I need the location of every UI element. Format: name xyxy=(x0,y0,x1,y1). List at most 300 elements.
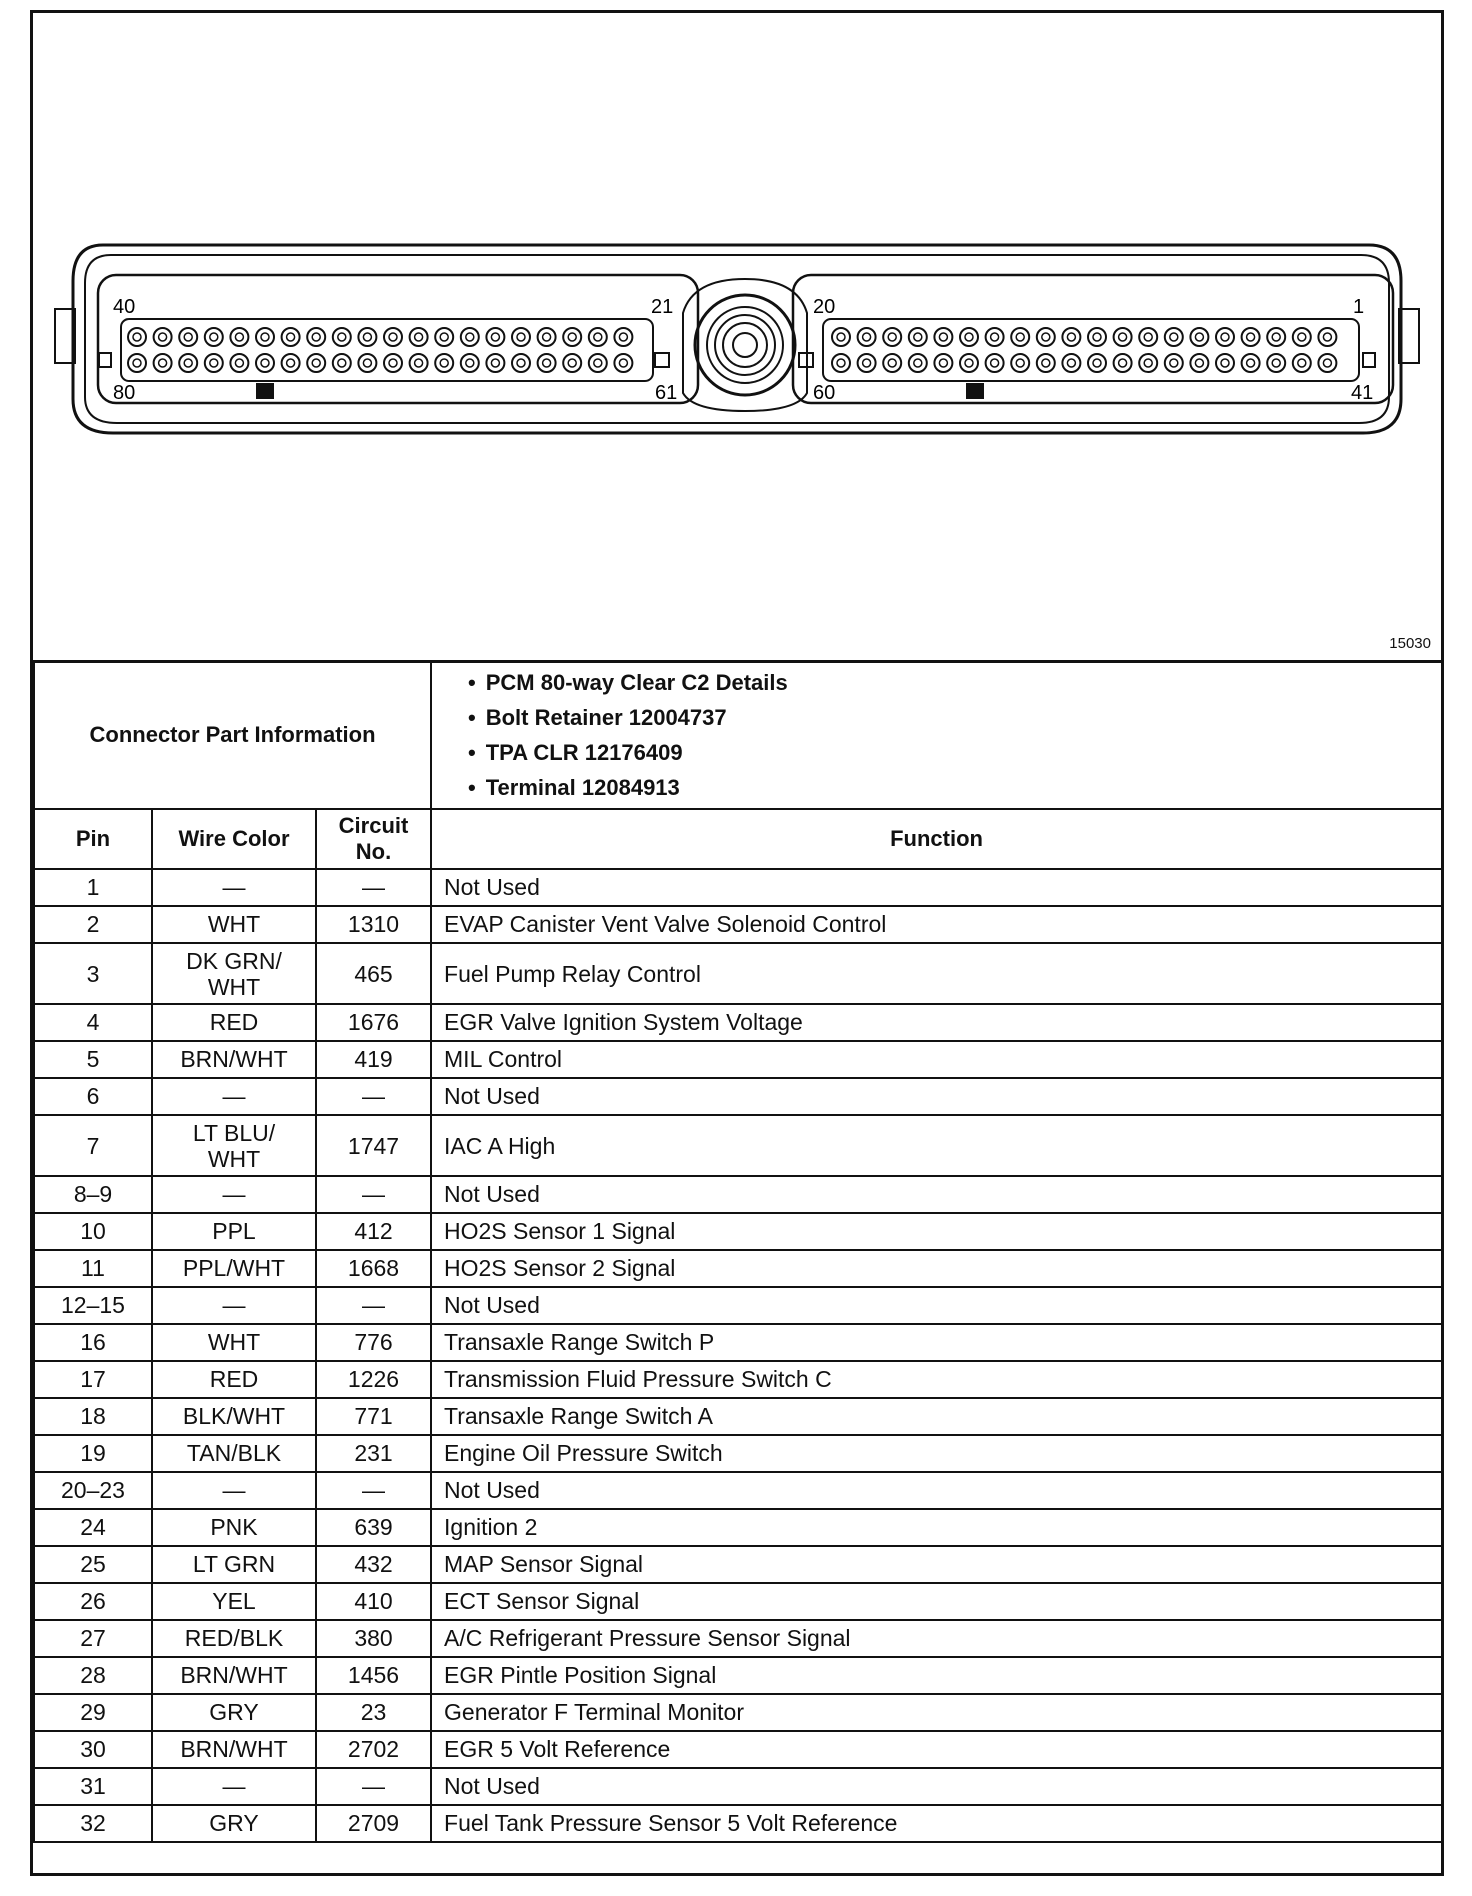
table-row xyxy=(34,1657,1442,1694)
pin-cavity xyxy=(358,354,376,372)
pin-cavity xyxy=(512,354,530,372)
pin-cavity xyxy=(614,328,632,346)
pin-terminal xyxy=(466,333,474,341)
wire-color-cell xyxy=(152,1398,316,1435)
pin-terminal xyxy=(1298,359,1306,367)
pin-cavity xyxy=(858,328,876,346)
pin-cell: 26 xyxy=(34,1583,152,1620)
wire-color-text: PPL xyxy=(212,1218,256,1244)
wire-color-text: BRN/WHT xyxy=(180,1662,288,1688)
pin-cavity xyxy=(1088,354,1106,372)
wire-color-cell xyxy=(152,1583,316,1620)
pin-cavity xyxy=(1062,354,1080,372)
table-row xyxy=(34,1694,1442,1731)
wire-color-text: RED/BLK xyxy=(184,1625,284,1651)
pin-terminal xyxy=(863,333,871,341)
function-cell: HO2S Sensor 1 Signal xyxy=(431,1213,1442,1250)
pin-terminal xyxy=(888,359,896,367)
table-row xyxy=(34,1731,1442,1768)
function-cell: EGR Pintle Position Signal xyxy=(431,1657,1442,1694)
circuit-cell: — xyxy=(316,1472,431,1509)
wire-color-text: YEL xyxy=(212,1588,256,1614)
circuit-cell: — xyxy=(316,1768,431,1805)
connector-info-row xyxy=(34,661,1442,809)
circuit-cell: — xyxy=(316,1078,431,1115)
wire-color-text: RED xyxy=(209,1366,259,1392)
pin-cavity xyxy=(410,354,428,372)
pin-terminal xyxy=(1195,333,1203,341)
wire-color-cell xyxy=(152,1250,316,1287)
pin-terminal xyxy=(1323,359,1331,367)
pin-cavity xyxy=(128,354,146,372)
circuit-cell: 380 xyxy=(316,1620,431,1657)
circuit-cell: 2709 xyxy=(316,1805,431,1842)
pin-cavity xyxy=(1165,328,1183,346)
pin-label-61: 61 xyxy=(655,382,678,404)
pin-terminal xyxy=(491,359,499,367)
pin-terminal xyxy=(287,333,295,341)
pin-label-80: 80 xyxy=(113,382,136,404)
pin-cavity xyxy=(832,328,850,346)
circuit-cell: 23 xyxy=(316,1694,431,1731)
circuit-header-line1: Circuit xyxy=(338,813,409,838)
pin-label-20: 20 xyxy=(813,296,836,318)
pin-label-41: 41 xyxy=(1351,382,1374,404)
function-cell: IAC A High xyxy=(431,1115,1442,1176)
function-cell: HO2S Sensor 2 Signal xyxy=(431,1250,1442,1287)
pin-terminal xyxy=(619,359,627,367)
pin-terminal xyxy=(1272,359,1280,367)
table-header-row xyxy=(34,809,1442,869)
pin-cavity xyxy=(179,354,197,372)
pin-cavity xyxy=(486,354,504,372)
wire-color-cell xyxy=(152,1004,316,1041)
pin-cavity xyxy=(563,354,581,372)
bolt-ring xyxy=(707,307,783,383)
pin-terminal xyxy=(1119,333,1127,341)
function-cell: Not Used xyxy=(431,1176,1442,1213)
table-row xyxy=(34,1078,1442,1115)
pin-terminal xyxy=(863,359,871,367)
table-row xyxy=(34,1115,1442,1176)
pin-cell: 6 xyxy=(34,1078,152,1115)
pin-cavity xyxy=(1139,354,1157,372)
wire-color-text: BRN/WHT xyxy=(180,1736,288,1762)
table-row xyxy=(34,1805,1442,1842)
bolt-boss xyxy=(683,279,807,411)
wire-color-text: — xyxy=(222,1773,246,1799)
pin-terminal xyxy=(1221,359,1229,367)
pin-terminal xyxy=(1042,359,1050,367)
table-row xyxy=(34,943,1442,1004)
pin-terminal xyxy=(619,333,627,341)
pin-terminal xyxy=(543,359,551,367)
wire-color-cell xyxy=(152,1324,316,1361)
document-frame xyxy=(30,10,1444,1876)
wire-color-cell xyxy=(152,1620,316,1657)
function-cell: Generator F Terminal Monitor xyxy=(431,1694,1442,1731)
table-row xyxy=(34,1546,1442,1583)
pin-cell: 11 xyxy=(34,1250,152,1287)
pin-terminal xyxy=(312,359,320,367)
wire-color-cell xyxy=(152,1361,316,1398)
pin-cavity xyxy=(384,328,402,346)
wire-color-text: LT BLU/ xyxy=(192,1119,276,1146)
wire-color-cell xyxy=(152,906,316,943)
pin-cavity xyxy=(589,354,607,372)
pin-terminal xyxy=(415,359,423,367)
pin-header: Pin xyxy=(34,809,152,869)
pin-terminal xyxy=(210,333,218,341)
pin-cavity xyxy=(1267,328,1285,346)
pin-cavity xyxy=(960,354,978,372)
wire-color-cell xyxy=(152,1213,316,1250)
pin-label-40: 40 xyxy=(113,296,136,318)
pin-cavity xyxy=(461,354,479,372)
table-row xyxy=(34,1213,1442,1250)
pin-cavity xyxy=(282,328,300,346)
pin-label-21: 21 xyxy=(651,296,674,318)
pin-cavity xyxy=(1011,328,1029,346)
function-cell: Fuel Pump Relay Control xyxy=(431,943,1442,1004)
pin-cavity xyxy=(538,328,556,346)
pin-cavity xyxy=(512,328,530,346)
connector-housing-outline xyxy=(73,245,1401,433)
pin-cell: 16 xyxy=(34,1324,152,1361)
pin-terminal xyxy=(159,359,167,367)
pin-cavity xyxy=(256,354,274,372)
wire-color-cell xyxy=(152,1546,316,1583)
pin-cell: 4 xyxy=(34,1004,152,1041)
wire-color-text: WHT xyxy=(207,911,261,937)
polarity-mark xyxy=(966,383,984,399)
wire-color-cell xyxy=(152,1509,316,1546)
wire-color-cell xyxy=(152,943,316,1004)
pin-cavity xyxy=(909,328,927,346)
pin-cell: 1 xyxy=(34,869,152,906)
key-square xyxy=(655,353,669,367)
wire-color-text: BLK/WHT xyxy=(182,1403,286,1429)
pin-terminal xyxy=(939,333,947,341)
table-row xyxy=(34,1004,1442,1041)
pin-terminal xyxy=(1247,359,1255,367)
pin-terminal xyxy=(1093,359,1101,367)
pin-cavity xyxy=(1062,328,1080,346)
pin-cell: 28 xyxy=(34,1657,152,1694)
pin-cell: 17 xyxy=(34,1361,152,1398)
table-row xyxy=(34,869,1442,906)
pin-terminal xyxy=(184,359,192,367)
wire-color-text: DK GRN/ xyxy=(186,947,282,974)
pin-terminal xyxy=(991,333,999,341)
circuit-cell: 639 xyxy=(316,1509,431,1546)
pin-label-60: 60 xyxy=(813,382,836,404)
table-row xyxy=(34,1583,1442,1620)
key-square xyxy=(99,353,111,367)
pin-cavity xyxy=(1114,328,1132,346)
wire-color-text: PNK xyxy=(210,1514,258,1540)
pin-terminal xyxy=(991,359,999,367)
pin-terminal xyxy=(440,333,448,341)
pin-cavity xyxy=(1267,354,1285,372)
table-row xyxy=(34,1620,1442,1657)
connector-face-drawing xyxy=(33,13,1441,663)
pin-terminal xyxy=(235,359,243,367)
pin-terminal xyxy=(1016,359,1024,367)
function-cell: MIL Control xyxy=(431,1041,1442,1078)
connector-info-label: Connector Part Information xyxy=(34,661,431,809)
pin-terminal xyxy=(312,333,320,341)
wire-color-text: — xyxy=(222,1477,246,1503)
pin-terminal xyxy=(594,333,602,341)
pin-cavity xyxy=(1037,328,1055,346)
pin-cavity xyxy=(1139,328,1157,346)
pin-terminal xyxy=(466,359,474,367)
bolt-ring xyxy=(723,323,767,367)
function-cell: Transmission Fluid Pressure Switch C xyxy=(431,1361,1442,1398)
wire-color-text: LT GRN xyxy=(192,1551,276,1577)
pin-terminal xyxy=(939,359,947,367)
pin-terminal xyxy=(133,333,141,341)
circuit-cell: 410 xyxy=(316,1583,431,1620)
function-cell: Not Used xyxy=(431,1287,1442,1324)
pin-cavity xyxy=(1242,354,1260,372)
pin-cavity xyxy=(1293,328,1311,346)
pin-terminal xyxy=(965,333,973,341)
connector-info-item: • TPA CLR 12176409 xyxy=(468,735,1441,770)
pin-cavity xyxy=(1216,354,1234,372)
wire-color-text: WHT xyxy=(207,973,261,1000)
pin-cell: 12–15 xyxy=(34,1287,152,1324)
wire-color-text: GRY xyxy=(209,1699,259,1725)
table-row xyxy=(34,1176,1442,1213)
connector-info-item: • Terminal 12084913 xyxy=(468,770,1441,805)
circuit-cell: 231 xyxy=(316,1435,431,1472)
pin-cavity xyxy=(230,328,248,346)
pin-terminal xyxy=(517,333,525,341)
pin-terminal xyxy=(287,359,295,367)
pin-cell: 27 xyxy=(34,1620,152,1657)
table-row xyxy=(34,1287,1442,1324)
circuit-cell: — xyxy=(316,1287,431,1324)
pin-cavity xyxy=(256,328,274,346)
table-row xyxy=(34,1250,1442,1287)
pin-cavity xyxy=(538,354,556,372)
function-cell: EGR Valve Ignition System Voltage xyxy=(431,1004,1442,1041)
pin-terminal xyxy=(261,333,269,341)
pin-cavity xyxy=(435,328,453,346)
pin-terminal xyxy=(1272,333,1280,341)
pin-cavity xyxy=(883,328,901,346)
pin-cell: 29 xyxy=(34,1694,152,1731)
pin-cavity xyxy=(1318,328,1336,346)
connector-info-item: • Bolt Retainer 12004737 xyxy=(468,700,1441,735)
pin-terminal xyxy=(1016,333,1024,341)
pin-terminal xyxy=(568,333,576,341)
function-cell: EGR 5 Volt Reference xyxy=(431,1731,1442,1768)
circuit-cell: — xyxy=(316,869,431,906)
wire-color-text: PPL/WHT xyxy=(182,1255,286,1281)
pin-cavity xyxy=(410,328,428,346)
wire-color-header: Wire Color xyxy=(152,809,316,869)
pin-terminal xyxy=(1093,333,1101,341)
wire-color-text: BRN/WHT xyxy=(180,1046,288,1072)
table-row xyxy=(34,1041,1442,1078)
pin-cavity xyxy=(883,354,901,372)
pin-terminal xyxy=(837,333,845,341)
pin-cavity xyxy=(1114,354,1132,372)
function-cell: Transaxle Range Switch A xyxy=(431,1398,1442,1435)
table-row xyxy=(34,1324,1442,1361)
wire-color-cell xyxy=(152,1287,316,1324)
circuit-cell: 1456 xyxy=(316,1657,431,1694)
pin-cavity xyxy=(230,354,248,372)
table-row xyxy=(34,1509,1442,1546)
circuit-cell: 412 xyxy=(316,1213,431,1250)
connector-info-item: • PCM 80-way Clear C2 Details xyxy=(468,665,1441,700)
wire-color-cell xyxy=(152,1435,316,1472)
pin-cavity xyxy=(486,328,504,346)
pin-terminal xyxy=(389,333,397,341)
pin-cavity xyxy=(1165,354,1183,372)
pin-cavity xyxy=(960,328,978,346)
bolt-center xyxy=(733,333,757,357)
pin-terminal xyxy=(1144,359,1152,367)
pin-cavity xyxy=(614,354,632,372)
pin-terminal xyxy=(363,359,371,367)
pin-cavity xyxy=(282,354,300,372)
function-cell: EVAP Canister Vent Valve Solenoid Control xyxy=(431,906,1442,943)
pin-cell: 18 xyxy=(34,1398,152,1435)
pin-terminal xyxy=(1247,333,1255,341)
pin-terminal xyxy=(1119,359,1127,367)
pin-cavity xyxy=(589,328,607,346)
pin-terminal xyxy=(338,333,346,341)
table-row xyxy=(34,1398,1442,1435)
pin-cavity xyxy=(1037,354,1055,372)
pin-terminal xyxy=(184,333,192,341)
pin-terminal xyxy=(1042,333,1050,341)
circuit-cell: 432 xyxy=(316,1546,431,1583)
pin-terminal xyxy=(491,333,499,341)
function-header: Function xyxy=(431,809,1442,869)
pin-cell: 20–23 xyxy=(34,1472,152,1509)
pin-cavity xyxy=(1011,354,1029,372)
wire-color-text: GRY xyxy=(209,1810,259,1836)
wire-color-text: TAN/BLK xyxy=(186,1440,282,1466)
circuit-header-line2: No. xyxy=(355,839,392,864)
pin-cell: 2 xyxy=(34,906,152,943)
pin-terminal xyxy=(1195,359,1203,367)
table-row xyxy=(34,906,1442,943)
circuit-cell: 776 xyxy=(316,1324,431,1361)
pin-cavity xyxy=(986,328,1004,346)
connector-diagram xyxy=(33,13,1441,663)
function-cell: A/C Refrigerant Pressure Sensor Signal xyxy=(431,1620,1442,1657)
pin-cell: 31 xyxy=(34,1768,152,1805)
connector-pinout-table xyxy=(33,660,1443,1843)
pin-terminal xyxy=(1298,333,1306,341)
connector-info-list xyxy=(431,661,1442,809)
pin-cavity xyxy=(307,354,325,372)
pin-cavity xyxy=(1318,354,1336,372)
wire-color-cell xyxy=(152,1078,316,1115)
circuit-cell: 1226 xyxy=(316,1361,431,1398)
bolt-outer-ring xyxy=(695,295,795,395)
wire-color-cell xyxy=(152,1805,316,1842)
wire-color-text: WHT xyxy=(207,1329,261,1355)
pin-cavity xyxy=(1088,328,1106,346)
circuit-cell: 2702 xyxy=(316,1731,431,1768)
function-cell: Not Used xyxy=(431,1078,1442,1115)
function-cell: Not Used xyxy=(431,1472,1442,1509)
table-row xyxy=(34,1472,1442,1509)
wire-color-text: — xyxy=(222,1181,246,1207)
wire-color-text: — xyxy=(222,1083,246,1109)
wire-color-cell xyxy=(152,869,316,906)
pin-terminal xyxy=(338,359,346,367)
pin-terminal xyxy=(440,359,448,367)
circuit-cell: — xyxy=(316,1176,431,1213)
wire-color-cell xyxy=(152,1694,316,1731)
pin-cell: 25 xyxy=(34,1546,152,1583)
table-row xyxy=(34,1768,1442,1805)
left-pin-block xyxy=(98,275,698,403)
wire-color-text: RED xyxy=(209,1009,259,1035)
pin-terminal xyxy=(363,333,371,341)
wire-color-cell xyxy=(152,1176,316,1213)
pin-cavity xyxy=(154,354,172,372)
pin-terminal xyxy=(389,359,397,367)
pin-cavity xyxy=(307,328,325,346)
pin-cavity xyxy=(333,328,351,346)
pin-cavity xyxy=(909,354,927,372)
function-cell: MAP Sensor Signal xyxy=(431,1546,1442,1583)
pin-cell: 32 xyxy=(34,1805,152,1842)
pin-cavity xyxy=(384,354,402,372)
polarity-mark xyxy=(256,383,274,399)
pin-terminal xyxy=(1170,333,1178,341)
pin-label-1: 1 xyxy=(1353,296,1365,318)
wire-color-cell xyxy=(152,1768,316,1805)
pin-terminal xyxy=(594,359,602,367)
pin-terminal xyxy=(543,333,551,341)
pin-terminal xyxy=(159,333,167,341)
function-cell: Engine Oil Pressure Switch xyxy=(431,1435,1442,1472)
pin-terminal xyxy=(1221,333,1229,341)
pin-cell: 5 xyxy=(34,1041,152,1078)
pin-cavity xyxy=(563,328,581,346)
pin-cavity xyxy=(934,328,952,346)
pin-terminal xyxy=(1323,333,1331,341)
pin-cavity xyxy=(435,354,453,372)
figure-id: 15030 xyxy=(1389,635,1431,652)
pin-cavity xyxy=(986,354,1004,372)
circuit-cell: 771 xyxy=(316,1398,431,1435)
pin-cavity xyxy=(1190,328,1208,346)
pin-cavity xyxy=(358,328,376,346)
pin-cell: 3 xyxy=(34,943,152,1004)
wire-color-text: — xyxy=(222,874,246,900)
circuit-cell: 1747 xyxy=(316,1115,431,1176)
pin-terminal xyxy=(1067,333,1075,341)
pin-terminal xyxy=(1170,359,1178,367)
pin-cavity xyxy=(461,328,479,346)
circuit-cell: 1668 xyxy=(316,1250,431,1287)
pin-terminal xyxy=(235,333,243,341)
function-cell: ECT Sensor Signal xyxy=(431,1583,1442,1620)
wire-color-text: — xyxy=(222,1292,246,1318)
